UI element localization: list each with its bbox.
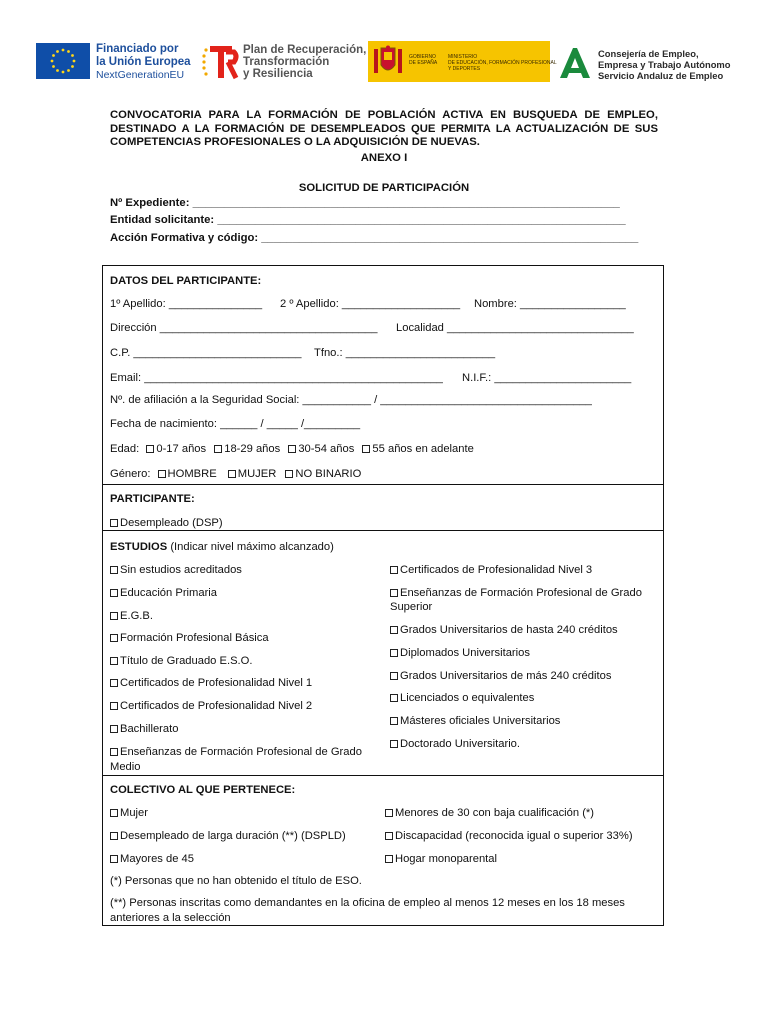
- estudios-option[interactable]: Formación Profesional Básica: [110, 632, 269, 645]
- fecha-nacimiento-field[interactable]: Fecha de nacimiento: ______ / _____ /_________: [110, 418, 361, 430]
- estudios-option[interactable]: Enseñanzas de Formación Profesional de Grado: [390, 587, 642, 600]
- checkbox-icon[interactable]: [110, 589, 118, 597]
- desempleado-option[interactable]: Desempleado (DSP): [110, 517, 223, 530]
- genero-option[interactable]: HOMBRE: [158, 468, 217, 480]
- nombre-field[interactable]: Nombre: _________________: [474, 298, 626, 310]
- checkbox-icon[interactable]: [110, 566, 118, 574]
- annex-label: ANEXO I: [360, 152, 408, 164]
- email-field[interactable]: Email: ________________________________________________: [110, 372, 443, 384]
- checkbox-icon[interactable]: [214, 445, 222, 453]
- checkbox-icon[interactable]: [385, 832, 393, 840]
- colectivo-option[interactable]: Mujer: [110, 807, 148, 820]
- edad-group: [110, 443, 474, 456]
- estudios-option-continued: Medio: [110, 761, 141, 773]
- edad-label: Edad:: [110, 443, 140, 455]
- checkbox-icon[interactable]: [285, 470, 293, 478]
- checkbox-icon[interactable]: [146, 445, 154, 453]
- checkbox-icon[interactable]: [110, 725, 118, 733]
- junta-label: Consejería de Empleo, Empresa y Trabajo Autónomo Servicio Andaluz de Empleo: [598, 48, 731, 81]
- section-divider: [102, 775, 664, 776]
- checkbox-icon[interactable]: [228, 470, 236, 478]
- junta-andalucia-logo-mark: [556, 44, 594, 80]
- prtr-label: Plan de Recuperación, Transformación y Resiliencia: [243, 44, 367, 80]
- estudios-note: (Indicar nivel máximo alcanzado): [170, 541, 334, 553]
- checkbox-icon[interactable]: [390, 649, 398, 657]
- eu-funding-label: Financiado por la Unión Europea NextGenerationEU: [96, 43, 191, 81]
- ministerio-label: MINISTERIO DE EDUCACIÓN, FORMACIÓN PROFESIONAL Y DEPORTES: [448, 54, 557, 72]
- estudios-option[interactable]: Doctorado Universitario.: [390, 738, 520, 751]
- nif-field[interactable]: N.I.F.: ______________________: [462, 372, 632, 384]
- spain-coat-of-arms-icon: [372, 45, 404, 78]
- genero-group: [110, 468, 361, 481]
- colectivo-option[interactable]: Desempleado de larga duración (**) (DSPLD): [110, 830, 346, 843]
- gobierno-label: GOBIERNO DE ESPAÑA: [409, 54, 438, 66]
- tfno-field[interactable]: Tfno.: ________________________: [314, 347, 496, 359]
- colectivo-footnote: (*) Personas que no han obtenido el título de ESO.: [110, 875, 362, 887]
- checkbox-icon[interactable]: [110, 612, 118, 620]
- checkbox-icon[interactable]: [390, 626, 398, 634]
- edad-option[interactable]: 30-54 años: [288, 443, 354, 455]
- colectivo-title: COLECTIVO AL QUE PERTENECE:: [110, 784, 296, 796]
- checkbox-icon[interactable]: [288, 445, 296, 453]
- estudios-heading: [110, 541, 334, 554]
- genero-label: Género:: [110, 468, 151, 480]
- participante-title: PARTICIPANTE:: [110, 493, 195, 505]
- edad-option[interactable]: 55 años en adelante: [362, 443, 473, 455]
- datos-participante-title: DATOS DEL PARTICIPANTE:: [110, 275, 262, 287]
- prtr-logo-mark: [200, 42, 240, 82]
- direccion-field[interactable]: Dirección ___________________________________: [110, 322, 378, 334]
- colectivo-option[interactable]: Menores de 30 con baja cualificación (*): [385, 807, 594, 820]
- estudios-option-continued: Superior: [390, 601, 433, 613]
- estudios-title: ESTUDIOS: [110, 541, 168, 553]
- checkbox-icon[interactable]: [390, 694, 398, 702]
- checkbox-icon[interactable]: [110, 702, 118, 710]
- checkbox-icon[interactable]: [390, 672, 398, 680]
- checkbox-icon[interactable]: [158, 470, 166, 478]
- checkbox-icon[interactable]: [385, 809, 393, 817]
- estudios-option[interactable]: Certificados de Profesionalidad Nivel 3: [390, 564, 592, 577]
- checkbox-icon[interactable]: [110, 519, 118, 527]
- entidad-field[interactable]: Entidad solicitante: _________________________________________________________________: [110, 214, 626, 226]
- checkbox-icon[interactable]: [110, 657, 118, 665]
- section-divider: [102, 484, 664, 485]
- edad-option[interactable]: 0-17 años: [146, 443, 206, 455]
- colectivo-footnote: (**) Personas inscritas como demandantes en la oficina de empleo al menos 12 meses en los 18 meses: [110, 897, 625, 909]
- expediente-field[interactable]: Nº Expediente: ____________________________________________________________________: [110, 197, 620, 209]
- genero-option[interactable]: NO BINARIO: [285, 468, 361, 480]
- apellido1-field[interactable]: 1º Apellido: _______________: [110, 298, 263, 310]
- colectivo-option[interactable]: Hogar monoparental: [385, 853, 497, 866]
- estudios-option[interactable]: Sin estudios acreditados: [110, 564, 242, 577]
- estudios-option[interactable]: Bachillerato: [110, 723, 178, 736]
- colectivo-option[interactable]: Mayores de 45: [110, 853, 194, 866]
- checkbox-icon[interactable]: [390, 717, 398, 725]
- estudios-option[interactable]: Enseñanzas de Formación Profesional de Grado: [110, 746, 362, 759]
- document-title: CONVOCATORIA PARA LA FORMACIÓN DE POBLACIÓN ACTIVA EN BUSQUEDA DE EMPLEO, DESTINADO A LA FORMACIÓN DE DESEMPLEADOS QUE PERMITA LA ACTUALIZACIÓN DE SUS COMPETENCIAS PROFESIONALES O LA ADQUISICIÓN DE NUEVAS.: [110, 109, 658, 149]
- checkbox-icon[interactable]: [110, 855, 118, 863]
- estudios-option[interactable]: Certificados de Profesionalidad Nivel 2: [110, 700, 312, 713]
- checkbox-icon[interactable]: [110, 809, 118, 817]
- estudios-option[interactable]: Título de Graduado E.S.O.: [110, 655, 252, 668]
- checkbox-icon[interactable]: [110, 634, 118, 642]
- estudios-option[interactable]: Másteres oficiales Universitarios: [390, 715, 560, 728]
- cp-field[interactable]: C.P. ___________________________: [110, 347, 302, 359]
- edad-option[interactable]: 18-29 años: [214, 443, 280, 455]
- checkbox-icon[interactable]: [390, 589, 398, 597]
- checkbox-icon[interactable]: [110, 748, 118, 756]
- checkbox-icon[interactable]: [385, 855, 393, 863]
- genero-option[interactable]: MUJER: [228, 468, 277, 480]
- estudios-option[interactable]: Grados Universitarios de más 240 créditos: [390, 670, 611, 683]
- checkbox-icon[interactable]: [390, 566, 398, 574]
- estudios-option[interactable]: Licenciados o equivalentes: [390, 692, 534, 705]
- localidad-field[interactable]: Localidad ______________________________: [396, 322, 634, 334]
- checkbox-icon[interactable]: [110, 832, 118, 840]
- estudios-option[interactable]: Educación Primaria: [110, 587, 217, 600]
- estudios-option[interactable]: Diplomados Universitarios: [390, 647, 530, 660]
- estudios-option[interactable]: Certificados de Profesionalidad Nivel 1: [110, 677, 312, 690]
- eu-flag-logo: [36, 43, 90, 79]
- seguridad-social-field[interactable]: Nº. de afiliación a la Seguridad Social: ___________ / __________________________________: [110, 394, 592, 406]
- accion-formativa-field[interactable]: Acción Formativa y código: ____________________________________________________________: [110, 232, 639, 244]
- apellido2-field[interactable]: 2 º Apellido: ___________________: [280, 298, 461, 310]
- estudios-option[interactable]: E.G.B.: [110, 610, 153, 623]
- form-subtitle: SOLICITUD DE PARTICIPACIÓN: [298, 182, 470, 194]
- colectivo-footnote: anteriores a la selección: [110, 912, 231, 924]
- checkbox-icon[interactable]: [390, 740, 398, 748]
- checkbox-icon[interactable]: [362, 445, 370, 453]
- colectivo-option[interactable]: Discapacidad (reconocida igual o superior 33%): [385, 830, 633, 843]
- estudios-option[interactable]: Grados Universitarios de hasta 240 créditos: [390, 624, 618, 637]
- section-divider: [102, 530, 664, 531]
- checkbox-icon[interactable]: [110, 679, 118, 687]
